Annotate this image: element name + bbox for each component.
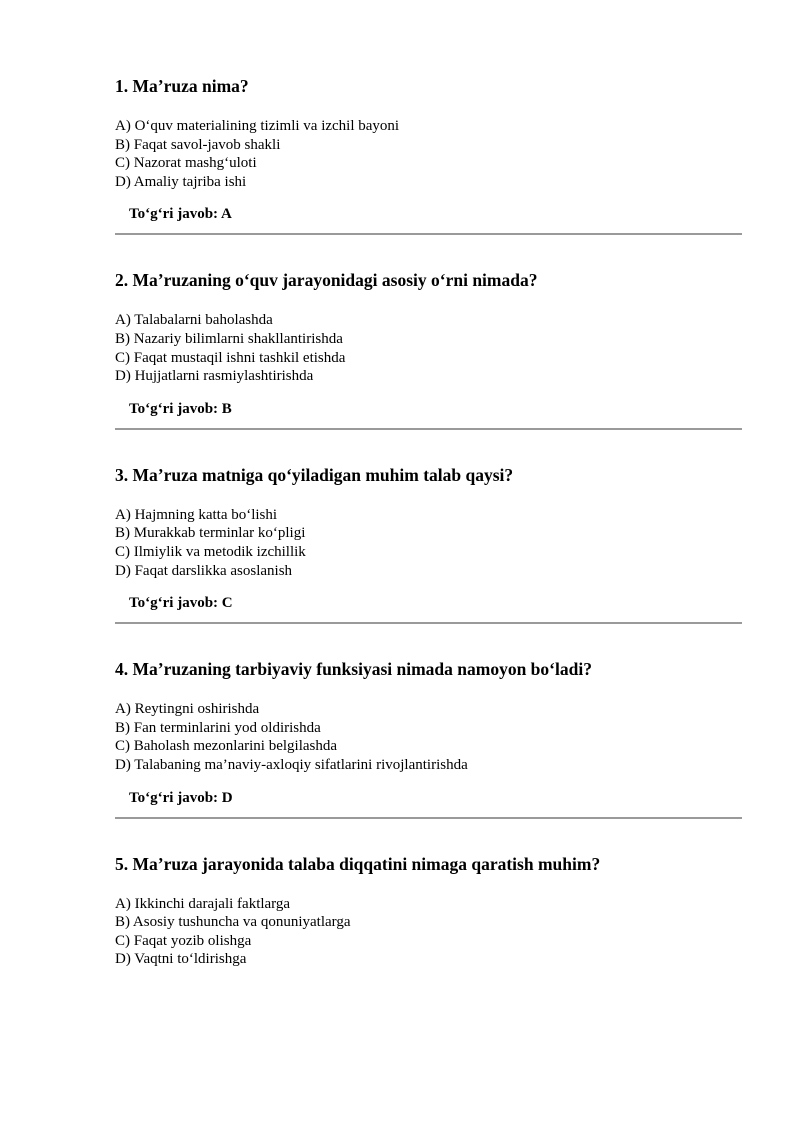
option-a: A) Talabalarni baholashda [115,312,273,329]
option-a: A) Hajmning katta bo‘lishi [115,506,278,523]
options-list [115,895,742,969]
option-c: C) Faqat yozib olishga [115,932,252,949]
option-d: D) Faqat darslikka asoslanish [115,562,293,579]
option-b: B) Fan terminlarini yod oldirishda [115,719,321,736]
question-5 [115,852,742,969]
answer-text: To‘g‘ri javob: D [129,789,233,806]
option-a: A) Reytingni oshirishda [115,701,260,718]
question-title: 3. Ma’ruza matniga qo‘yiladigan muhim talab qaysi? [115,464,514,485]
option-d: D) Hujjatlarni rasmiylashtirishda [115,368,314,385]
divider [115,233,742,235]
question-3 [115,463,742,624]
option-c: C) Nazorat mashg‘uloti [115,155,257,172]
answer-text: To‘g‘ri javob: B [129,400,232,417]
question-4 [115,657,742,818]
option-a: A) Ikkinchi darajali faktlarga [115,895,291,912]
correct-answer [115,594,742,612]
divider [115,817,742,819]
divider [115,428,742,430]
correct-answer [115,789,742,807]
option-b: B) Murakkab terminlar ko‘pligi [115,525,306,542]
question-1 [115,74,742,235]
options-list [115,700,742,774]
option-d: D) Amaliy tajriba ishi [115,173,247,190]
question-title: 4. Ma’ruzaning tarbiyaviy funksiyasi nimada namoyon bo‘ladi? [115,659,592,680]
option-c: C) Faqat mustaqil ishni tashkil etishda [115,349,346,366]
question-title: 1. Ma’ruza nima? [115,76,249,96]
correct-answer [115,205,742,223]
options-list [115,506,742,580]
question-title: 5. Ma’ruza jarayonida talaba diqqatini nimaga qaratish muhim? [115,853,601,874]
option-b: B) Nazariy bilimlarni shakllantirishda [115,330,343,347]
option-c: C) Baholash mezonlarini belgilashda [115,738,338,755]
options-list [115,311,742,385]
divider [115,622,742,624]
options-list [115,117,742,191]
question-title: 2. Ma’ruzaning o‘quv jarayonidagi asosiy o‘rni nimada? [115,270,538,291]
option-d: D) Vaqtni to‘ldirishga [115,951,247,968]
correct-answer [115,400,742,418]
option-c: C) Ilmiylik va metodik izchillik [115,543,306,560]
option-d: D) Talabaning ma’naviy-axloqiy sifatlarini rivojlantirishda [115,756,468,773]
answer-text: To‘g‘ri javob: C [129,595,233,612]
option-b: B) Faqat savol-javob shakli [115,136,281,153]
option-b: B) Asosiy tushuncha va qonuniyatlarga [115,914,351,931]
option-a: A) O‘quv materialining tizimli va izchil bayoni [115,118,400,134]
question-2 [115,268,742,429]
answer-text: To‘g‘ri javob: A [129,206,232,223]
quiz-document [115,74,742,969]
